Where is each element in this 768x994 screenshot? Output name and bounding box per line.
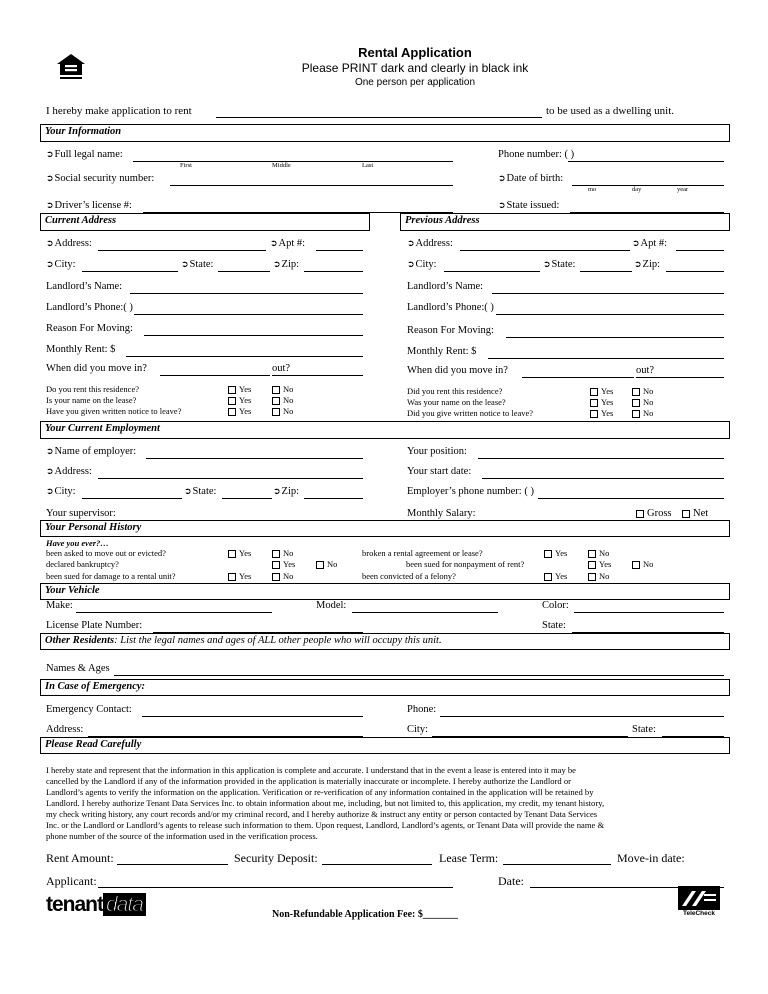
- checkbox-icon[interactable]: [632, 399, 640, 407]
- terms-line: Landlord. I hereby authorize Tenant Data Services Inc. to obtain information about me, including, but not limited to, this application, my credit, my tenant history,: [46, 798, 605, 808]
- prev-q2-no[interactable]: No: [632, 397, 653, 407]
- section-personal-history: Your Personal History: [40, 520, 730, 537]
- arrow-icon: ➲: [273, 260, 281, 270]
- section-employment: Your Current Employment: [40, 421, 730, 439]
- section-emergency: In Case of Emergency:: [40, 679, 730, 696]
- fee-label: Non-Refundable Application Fee: $_______: [272, 909, 458, 920]
- start-date-label: Your start date:: [407, 466, 472, 477]
- telecheck-logo: [678, 886, 720, 918]
- checkbox-icon[interactable]: [588, 573, 596, 581]
- prev-zip-field[interactable]: [666, 271, 724, 272]
- move-in-date-label: Move-in date:: [617, 851, 685, 865]
- cur-q1-no[interactable]: No: [272, 384, 293, 394]
- position-field[interactable]: [478, 458, 724, 459]
- arrow-icon: ➲: [46, 467, 54, 477]
- start-date-field[interactable]: [482, 478, 724, 479]
- hist-q1-yes[interactable]: Yes: [228, 548, 251, 558]
- prev-apt-label: ➲Apt #:: [632, 238, 668, 249]
- logo-data: data: [103, 893, 146, 916]
- checkbox-icon[interactable]: [228, 573, 236, 581]
- applicant-signature-field[interactable]: [98, 887, 453, 888]
- checkbox-icon[interactable]: [588, 561, 596, 569]
- arrow-icon: ➲: [498, 201, 506, 211]
- prev-landlord-name-field[interactable]: [492, 293, 724, 294]
- terms-line: Inc. or the Landlord or Landlord’s agents to release such information to them. Upon request, Landlord, Landlord’s agents, or Tenant Data will provide the name &: [46, 820, 605, 830]
- arrow-icon: ➲: [46, 447, 54, 457]
- vehicle-state-label: State:: [542, 620, 566, 631]
- salary-label: Monthly Salary:: [407, 508, 476, 519]
- checkbox-icon[interactable]: [228, 408, 236, 416]
- prev-address-label: ➲Address:: [407, 238, 453, 249]
- license-label: ➲Driver’s license #:: [46, 200, 132, 211]
- arrow-icon: ➲: [46, 174, 54, 184]
- cur-zip-field[interactable]: [304, 271, 363, 272]
- checkbox-icon[interactable]: [228, 550, 236, 558]
- emp-zip-field[interactable]: [304, 498, 363, 499]
- lease-term-field[interactable]: [503, 864, 611, 865]
- prev-q2: Was your name on the lease?: [407, 397, 506, 407]
- cur-q2-yes[interactable]: Yes: [228, 395, 251, 405]
- checkbox-icon[interactable]: [316, 561, 324, 569]
- emp-address-field[interactable]: [98, 478, 363, 479]
- sub-mo: mo: [588, 186, 597, 193]
- prev-state-label: ➲State:: [543, 259, 576, 270]
- arrow-icon: ➲: [46, 201, 54, 211]
- section-previous-address: Previous Address: [400, 213, 730, 231]
- position-label: Your position:: [407, 446, 467, 457]
- cur-zip-label: ➲Zip:: [273, 259, 300, 270]
- plate-label: License Plate Number:: [46, 620, 143, 631]
- make-label: Make:: [46, 600, 73, 611]
- checkbox-icon[interactable]: [272, 561, 280, 569]
- emp-zip-label: ➲Zip:: [273, 486, 300, 497]
- hist-q1: been asked to move out or evicted?: [46, 548, 166, 558]
- arrow-icon: ➲: [407, 239, 415, 249]
- prev-rent-label: Monthly Rent: $: [407, 346, 477, 357]
- prev-out-field[interactable]: [636, 377, 724, 378]
- page-note: One person per application: [354, 77, 476, 88]
- hist-q6-no[interactable]: No: [588, 571, 609, 581]
- cur-move-in-field[interactable]: [160, 375, 270, 376]
- hist-q4-yes[interactable]: Yes: [544, 548, 567, 558]
- sub-year: year: [677, 186, 689, 193]
- cur-apt-field[interactable]: [316, 250, 363, 251]
- color-field[interactable]: [574, 612, 724, 613]
- section-vehicle: Your Vehicle: [40, 583, 730, 600]
- prev-state-field[interactable]: [580, 271, 632, 272]
- intro-tail: to be used as a dwelling unit.: [546, 105, 675, 117]
- emp-state-label: ➲State:: [184, 486, 217, 497]
- cur-reason-label: Reason For Moving:: [46, 323, 133, 334]
- rent-property-field[interactable]: [216, 117, 542, 118]
- checkbox-icon[interactable]: [228, 397, 236, 405]
- hist-q6: been convicted of a felony?: [362, 571, 456, 581]
- employer-label: ➲Name of employer:: [46, 446, 137, 457]
- page-title: Rental Application: [358, 45, 472, 60]
- arrow-icon: ➲: [498, 174, 506, 184]
- checkbox-icon[interactable]: [632, 388, 640, 396]
- sub-middle: Middle: [272, 162, 291, 169]
- color-label: Color:: [542, 600, 569, 611]
- hist-q5-yes[interactable]: Yes: [588, 559, 611, 569]
- cur-move-in-label: When did you move in?: [46, 363, 147, 374]
- cur-apt-label: ➲Apt #:: [270, 238, 306, 249]
- have-you-ever: Have you ever?…: [46, 538, 109, 548]
- cur-landlord-phone-field[interactable]: [134, 314, 363, 315]
- logo-tenant: tenant: [46, 893, 103, 916]
- checkbox-icon[interactable]: [272, 573, 280, 581]
- prev-address-field[interactable]: [460, 250, 630, 251]
- state-issued-label: ➲State issued:: [498, 200, 560, 211]
- terms-line: I hereby state and represent that the information in this application is complete and accurate. I understand that in the event a lease is entered into it may be: [46, 765, 576, 775]
- prev-landlord-phone-label: Landlord’s Phone:( ): [407, 302, 494, 313]
- cur-rent-label: Monthly Rent: $: [46, 344, 116, 355]
- emergency-contact-field[interactable]: [142, 716, 363, 717]
- cur-reason-field[interactable]: [144, 335, 363, 336]
- prev-q1: Did you rent this residence?: [407, 386, 503, 396]
- hist-q4: broken a rental agreement or lease?: [362, 548, 483, 558]
- section-current-address: Current Address: [40, 213, 370, 231]
- cur-q3-yes[interactable]: Yes: [228, 406, 251, 416]
- cur-q3: Have you given written notice to leave?: [46, 406, 182, 416]
- names-ages-field[interactable]: [114, 675, 724, 676]
- hist-q2-no[interactable]: No: [316, 559, 337, 569]
- model-field[interactable]: [352, 612, 498, 613]
- date-label: Date:: [498, 874, 524, 888]
- arrow-icon: ➲: [543, 260, 551, 270]
- phone-label: Phone number: ( ): [498, 149, 575, 160]
- arrow-icon: ➲: [270, 239, 278, 249]
- cur-landlord-name-label: Landlord’s Name:: [46, 281, 123, 292]
- section-your-information: Your Information: [40, 124, 730, 142]
- prev-move-in-label: When did you move in?: [407, 365, 508, 376]
- prev-landlord-phone-field[interactable]: [496, 314, 724, 315]
- applicant-label: Applicant:: [46, 874, 97, 888]
- arrow-icon: ➲: [634, 260, 642, 270]
- checkbox-icon[interactable]: [632, 410, 640, 418]
- arrow-icon: ➲: [46, 260, 54, 270]
- cur-city-field[interactable]: [82, 271, 178, 272]
- deposit-label: Security Deposit:: [234, 851, 318, 865]
- page-subtitle: Please PRINT dark and clearly in black ink: [301, 61, 529, 75]
- ssn-label: ➲Social security number:: [46, 173, 155, 184]
- rent-amount-field[interactable]: [117, 864, 228, 865]
- arrow-icon: ➲: [184, 487, 192, 497]
- emergency-phone-field[interactable]: [440, 716, 724, 717]
- gross-checkbox[interactable]: Gross: [636, 508, 672, 519]
- emergency-address-label: Address:: [46, 724, 84, 735]
- prev-q2-yes[interactable]: Yes: [590, 397, 613, 407]
- cur-q3-no[interactable]: No: [272, 406, 293, 416]
- prev-q3-yes[interactable]: Yes: [590, 408, 613, 418]
- sub-last: Last: [362, 162, 374, 169]
- checkbox-icon[interactable]: [544, 573, 552, 581]
- checkbox-icon[interactable]: [588, 550, 596, 558]
- arrow-icon: ➲: [273, 487, 281, 497]
- prev-city-field[interactable]: [444, 271, 540, 272]
- hist-q2-yes[interactable]: Yes: [272, 559, 295, 569]
- checkbox-icon[interactable]: [272, 386, 280, 394]
- hist-q3-yes[interactable]: Yes: [228, 571, 251, 581]
- prev-zip-label: ➲Zip:: [634, 259, 661, 270]
- prev-city-label: ➲City:: [407, 259, 437, 270]
- prev-q1-no[interactable]: No: [632, 386, 653, 396]
- cur-landlord-phone-label: Landlord’s Phone:( ): [46, 302, 133, 313]
- cur-address-field[interactable]: [98, 250, 266, 251]
- hist-q3: been sued for damage to a rental unit?: [46, 571, 176, 581]
- lease-term-label: Lease Term:: [439, 851, 499, 865]
- telecheck-text: TeleCheck: [682, 910, 716, 917]
- hist-q1-no[interactable]: No: [272, 548, 293, 558]
- terms-paragraph: [46, 765, 724, 842]
- hist-q3-no[interactable]: No: [272, 571, 293, 581]
- prev-apt-field[interactable]: [676, 250, 724, 251]
- cur-q2-no[interactable]: No: [272, 395, 293, 405]
- hist-q5: been sued for nonpayment of rent?: [406, 559, 525, 569]
- prev-reason-field[interactable]: [506, 337, 724, 338]
- checkbox-icon[interactable]: [590, 399, 598, 407]
- checkbox-icon[interactable]: [632, 561, 640, 569]
- cur-rent-field[interactable]: [126, 356, 363, 357]
- names-ages-label: Names & Ages: [46, 663, 110, 674]
- full-name-label: ➲Full legal name:: [46, 149, 123, 160]
- section-other-residents: Other Residents: List the legal names and ages of ALL other people who will occupy this unit.: [40, 633, 730, 650]
- cur-landlord-name-field[interactable]: [130, 293, 363, 294]
- emergency-city-label: City:: [407, 724, 429, 735]
- emp-phone-label: Employer’s phone number: ( ): [407, 486, 534, 497]
- hist-q6-yes[interactable]: Yes: [544, 571, 567, 581]
- emp-state-field[interactable]: [222, 498, 272, 499]
- checkbox-icon[interactable]: [682, 510, 690, 518]
- cur-city-label: ➲City:: [46, 259, 76, 270]
- arrow-icon: ➲: [46, 487, 54, 497]
- terms-line: Landlord’s agents to verify the information on the application. Verification or re-verification of any information contained in the application will be retained by: [46, 787, 594, 797]
- emp-city-field[interactable]: [82, 498, 182, 499]
- arrow-icon: ➲: [46, 239, 54, 249]
- cur-address-label: ➲Address:: [46, 238, 92, 249]
- emp-address-label: ➲Address:: [46, 466, 92, 477]
- dob-label: ➲Date of birth:: [498, 173, 564, 184]
- model-label: Model:: [316, 600, 347, 611]
- arrow-icon: ➲: [181, 260, 189, 270]
- cur-q2: Is your name on the lease?: [46, 395, 137, 405]
- hist-q4-no[interactable]: No: [588, 548, 609, 558]
- checkbox-icon[interactable]: [272, 550, 280, 558]
- net-checkbox[interactable]: Net: [682, 508, 708, 519]
- checkbox-icon[interactable]: [228, 386, 236, 394]
- prev-rent-field[interactable]: [488, 358, 724, 359]
- tenant-data-logo: [46, 893, 146, 917]
- rent-amount-label: Rent Amount:: [46, 851, 114, 865]
- terms-line: my check writing history, any court records and/or my criminal record, and I hereby authorize & instruct any entity or person contacted by Tenant Data Services: [46, 809, 598, 819]
- checkbox-icon[interactable]: [590, 388, 598, 396]
- section-please-read: Please Read Carefully: [40, 737, 730, 754]
- hist-q2: declared bankruptcy?: [46, 559, 119, 569]
- checkbox-icon[interactable]: [590, 410, 598, 418]
- cur-state-label: ➲State:: [181, 259, 214, 270]
- ssn-field[interactable]: [170, 185, 453, 186]
- prev-q1-yes[interactable]: Yes: [590, 386, 613, 396]
- emergency-state-label: State:: [632, 724, 656, 735]
- cur-q1-yes[interactable]: Yes: [228, 384, 251, 394]
- sub-first: First: [180, 162, 192, 169]
- hist-q5-no[interactable]: No: [632, 559, 653, 569]
- arrow-icon: ➲: [46, 150, 54, 160]
- arrow-icon: ➲: [632, 239, 640, 249]
- prev-q3-no[interactable]: No: [632, 408, 653, 418]
- emergency-phone-label: Phone:: [407, 704, 437, 715]
- make-field[interactable]: [76, 612, 272, 613]
- prev-reason-label: Reason For Moving:: [407, 325, 494, 336]
- phone-field[interactable]: [568, 161, 724, 162]
- checkbox-icon[interactable]: [544, 550, 552, 558]
- sub-day: day: [632, 186, 642, 193]
- supervisor-label: Your supervisor:: [46, 508, 116, 519]
- emergency-contact-label: Emergency Contact:: [46, 704, 132, 715]
- terms-line: cancelled by the Landlord if any of the information provided in the application is materially inaccurate or incomplete. I hereby authorize the Landlord or: [46, 776, 571, 786]
- checkbox-icon[interactable]: [272, 397, 280, 405]
- cur-out-field[interactable]: [272, 375, 363, 376]
- prev-move-in-field[interactable]: [522, 377, 634, 378]
- deposit-field[interactable]: [322, 864, 432, 865]
- emp-phone-field[interactable]: [538, 498, 724, 499]
- cur-out-label: out?: [272, 363, 291, 374]
- prev-out-label: out?: [636, 365, 655, 376]
- arrow-icon: ➲: [407, 260, 415, 270]
- prev-landlord-name-label: Landlord’s Name:: [407, 281, 484, 292]
- emp-city-label: ➲City:: [46, 486, 76, 497]
- intro-lead: I hereby make application to rent: [46, 105, 192, 117]
- cur-state-field[interactable]: [218, 271, 270, 272]
- checkbox-icon[interactable]: [272, 408, 280, 416]
- cur-q1: Do you rent this residence?: [46, 384, 139, 394]
- prev-q3: Did you give written notice to leave?: [407, 408, 534, 418]
- terms-line: phone number of the source of the information used in the verification process.: [46, 831, 318, 841]
- employer-field[interactable]: [146, 458, 363, 459]
- checkbox-icon[interactable]: [636, 510, 644, 518]
